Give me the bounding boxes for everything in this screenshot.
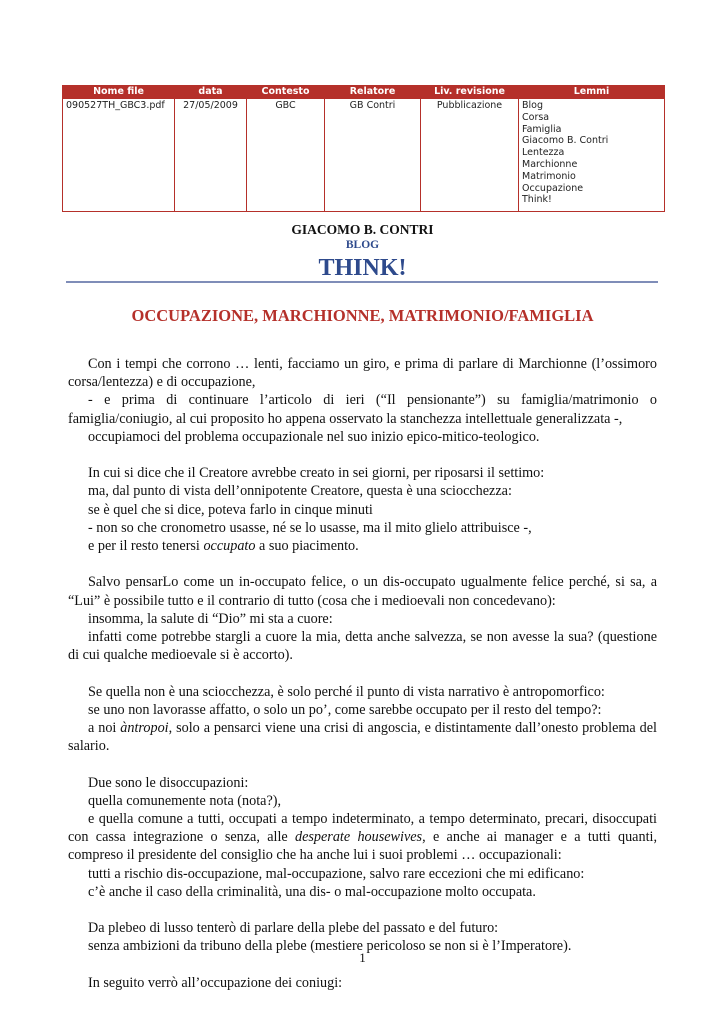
paragraph-line: Due sono le disoccupazioni:	[88, 774, 249, 791]
header-liv-revisione: Liv. revisione	[421, 86, 519, 99]
cell-file: 090527TH_GBC3.pdf	[63, 99, 175, 212]
lemma-item: Corsa	[522, 111, 550, 123]
header-data: data	[175, 86, 247, 99]
header-lemmi: Lemmi	[519, 86, 665, 99]
paragraph-line: ma, dal punto di vista dell’onnipotente Creatore, questa è una sciocchezza:	[88, 483, 512, 500]
paragraph-line: Salvo pensarLo come un in-occupato felice, o un dis-occupato ugualmente felice perché, si sa, a “Lui” è possibile tutto e il contrario di tutto (cosa che i medioevali non concedevano):	[68, 574, 657, 609]
lemma-item: Famiglia	[522, 123, 562, 135]
text-run: a noi	[88, 720, 121, 737]
section-label: BLOG	[345, 239, 380, 251]
paragraph-line: insomma, la salute di “Dio” mi sta a cuore:	[88, 610, 333, 627]
author-name: GIACOMO B. CONTRI	[291, 222, 434, 237]
text-run: a suo piacimento.	[255, 538, 359, 555]
paragraph-line: c’è anche il caso della criminalità, una dis- o mal-occupazione molto occupata.	[88, 883, 536, 900]
lemma-item: Lentezza	[522, 147, 565, 159]
text-run: , e anche ai manager e a tutti quanti, compreso il presidente del consiglio che ha anche lui i suoi problemi … occupazionali:	[68, 829, 658, 864]
paragraph-line: - non so che cronometro usasse, né se lo usasse, ma il mito glielo attribuisce -,	[88, 519, 532, 536]
article-title: OCCUPAZIONE, MARCHIONNE, MATRIMONIO/FAMIGLIA	[131, 306, 594, 325]
header-relatore: Relatore	[325, 86, 421, 99]
lemma-item: Blog	[522, 100, 543, 111]
text-run: , solo a pensarci viene una crisi di angoscia, e distintamente dall’onesto problema del salario.	[68, 720, 657, 755]
text-run: e per il resto tenersi	[88, 538, 204, 555]
emphasis-text: àntropoi	[120, 720, 169, 737]
lemma-item: Giacomo B. Contri	[522, 135, 609, 147]
paragraph-line: infatti come potrebbe stargli a cuore la mia, detta anche salvezza, se non avesse la sua? (questione di cui qualche medioevale si è accorto).	[68, 629, 657, 664]
lemma-item: Occupazione	[522, 182, 584, 194]
lemma-item: Think!	[522, 194, 552, 206]
header-contesto: Contesto	[247, 86, 325, 99]
paragraph-line: In seguito verrò all’occupazione dei coniugi:	[88, 974, 343, 991]
paragraph-line: se è quel che si dice, poteva farlo in cinque minuti	[88, 501, 373, 518]
metadata-row	[63, 99, 665, 212]
paragraph-line: Con i tempi che corrono … lenti, facciamo un giro, e prima di parlare di Marchionne (l’ossimoro corsa/lentezza) e di occupazione,	[68, 356, 657, 391]
text-run: e quella comune a tutti, occupati a tempo indeterminato, a tempo determinato, precari, disoccupati con cassa integrazione o senza, alle	[68, 811, 657, 846]
lemma-item: Marchionne	[522, 158, 578, 170]
paragraph-line: quella comunemente nota (nota?),	[88, 792, 282, 809]
blog-title: THINK!	[318, 255, 407, 281]
cell-context: GBC	[247, 99, 325, 212]
paragraph-line: Se quella non è una sciocchezza, è solo perché il punto di vista narrativo è antropomorfico:	[88, 683, 605, 700]
cell-revision: Pubblicazione	[421, 99, 519, 212]
paragraph-line	[68, 810, 657, 865]
paragraph-line: se uno non lavorasse affatto, o solo un po’, come sarebbe occupato per il resto del tempo?:	[88, 701, 602, 718]
emphasis-text: occupato	[203, 538, 256, 555]
header-nome-file: Nome file	[63, 86, 175, 99]
emphasis-text: desperate housewives	[295, 829, 423, 846]
document-header	[0, 221, 725, 282]
paragraph-line: tutti a rischio dis-occupazione, mal-occupazione, salvo rare eccezioni che mi edificano:	[88, 865, 585, 882]
metadata-table	[62, 85, 665, 212]
cell-lemmi	[519, 99, 665, 212]
header-divider	[66, 281, 658, 283]
paragraph-line: In cui si dice che il Creatore avrebbe creato in sei giorni, per riposarsi il settimo:	[88, 465, 545, 482]
paragraph-line	[68, 719, 657, 755]
paragraph-line: occupiamoci del problema occupazionale nel suo inizio epico-mitico-teologico.	[88, 428, 540, 445]
paragraph-line: senza ambizioni da tribuno della plebe (mestiere pericoloso se non si è l’Imperatore).	[88, 938, 572, 955]
page-number: 1	[359, 950, 366, 965]
lemma-item: Matrimonio	[522, 170, 576, 182]
article-body	[68, 355, 657, 992]
paragraph-line: Da plebeo di lusso tenterò di parlare della plebe del passato e del futuro:	[88, 920, 499, 937]
paragraph-line	[68, 537, 657, 555]
cell-date: 27/05/2009	[175, 99, 247, 212]
cell-speaker: GB Contri	[325, 99, 421, 212]
paragraph-line: - e prima di continuare l’articolo di ieri (“Il pensionante”) su famiglia/matrimonio o famiglia/coniugio, al cui proposito ho appena osservato la stanchezza intellettuale generalizzata -,	[68, 392, 657, 427]
metadata-header-row	[63, 86, 665, 99]
